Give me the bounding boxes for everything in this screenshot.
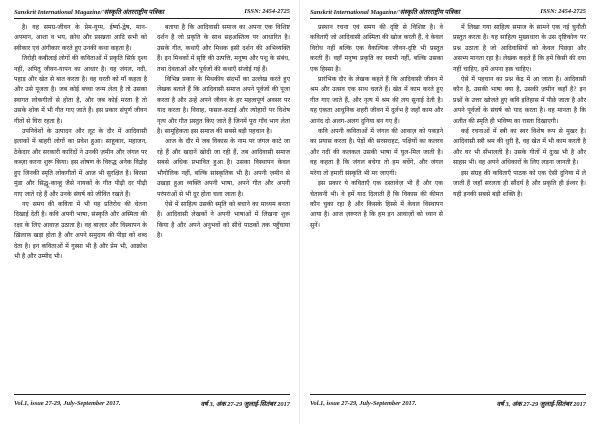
- paragraph: इस प्रकार ये कविताएँ एक दस्तावेज़ भी हैं और एक चेतावनी भी। वे हमें याद दिलाती हैं कि विकास की कीमत कौन चुका रहा है और किसके हिस्से में केवल विस्थापन आया है। आज ज़रूरत है कि हम इन आवाज़ों को ध्यान से सुनें।: [310, 180, 443, 229]
- text-column-1: [14, 23, 147, 392]
- paragraph: विभिन्न प्रकार के मिथकीय संदर्भों का उल्लेख करते हुए लेखक बताते हैं कि आदिवासी समाज अपने पूर्वजों की पूजा करता है और उन्हें अपने जीवन के हर महत्वपूर्ण अवसर पर याद करता है। विवाह, फसल-कटाई और त्योहारों पर विशेष नृत्य और गीत प्रस्तुत किए जाते हैं जिनमें पूरा गाँव भाग लेता है। सामूहिकता इस समाज की सबसे बड़ी पहचान है।: [157, 76, 290, 136]
- hindi-volume-label: वर्ष 3, अंक 27-29 जुलाई-सितंबर 2017: [496, 400, 586, 408]
- journal-title: Sanskrit International Magazine/'संस्कृति अंतरराष्ट्रीय पत्रिका: [310, 8, 460, 16]
- paragraph: कवि अपनी कविताओं में जंगल की आवाज़ को पकड़ने का प्रयास करता है। पेड़ों की सरसराहट, पक्षियों का कलरव और नदी की कलकल उसकी भाषा में घुल-मिल जाती है। वह कहता है कि जंगल बचेगा तो हम बचेंगे, और जंगल मरेगा तो हमारी संस्कृति भी मर जाएगी।: [310, 128, 443, 177]
- text-column-2: [157, 23, 290, 392]
- paragraph: कई रचनाओं में स्त्री का स्वर विशेष रूप से मुखर है। आदिवासी स्त्री श्रम की धुरी है, वह खेत में भी काम करती है और घर भी सँभालती है। उसके गीतों में दुःख भी है और साहस भी। वह अपने अधिकारों के लिए लड़ना जानती है।: [453, 128, 586, 167]
- text-column-2: [453, 23, 586, 392]
- issn-label: ISSN: 2454-2725: [244, 7, 290, 15]
- footer-rule: [310, 394, 586, 395]
- volume-label: Vol.1, issue 27-29, July-September 2017.: [310, 399, 417, 407]
- paragraph: आज के दौर में जब विकास के नाम पर जंगल काटे जा रहे हैं और खदानें खोदी जा रही हैं, तब आदिवासी समाज सबसे अधिक प्रभावित हुआ है। उसका विस्थापन केवल भौगोलिक नहीं, बल्कि सांस्कृतिक भी है। अपनी ज़मीन से उखड़ा हुआ व्यक्ति अपनी भाषा, अपने गीत और अपनी परंपराओं से भी दूर होता चला जाता है।: [157, 138, 290, 198]
- page-footer: [310, 398, 586, 408]
- paragraph: ऐसे में पहचान का प्रश्न केंद्र में आ जाता है। आदिवासी कौन है, उसकी भाषा क्या है, उसकी ज़मीन कहाँ है? इन प्रश्नों के उत्तर खोजते हुए कवि इतिहास में पीछे जाता है और अपने पूर्वजों के संघर्ष को याद करता है। वह मानता है कि अतीत की स्मृति ही भविष्य का रास्ता दिखाएगी।: [453, 76, 586, 125]
- issn-label: ISSN: 2454-2725: [540, 7, 586, 15]
- paragraph: इस संग्रह की कविताएँ पाठक को एक ऐसी दुनिया में ले जाती हैं जहाँ सरलता ही सौंदर्य है और प्रकृति ही ईश्वर है। यही इनकी सबसे बड़ी शक्ति है।: [453, 169, 586, 198]
- text-column-1: [310, 23, 443, 392]
- paragraph: में लिखा गया साहित्य समाज के सामने एक नई चुनौती प्रस्तुत करता है। यह साहित्य मुख्यधारा के उस दृष्टिकोण पर प्रश्न उठाता है जो आदिवासियों को केवल पिछड़ा और असभ्य मानता रहा है। लेखक कहते हैं कि हमें किसी की दया नहीं चाहिए, हमें अपना हक़ चाहिए।: [453, 24, 586, 73]
- paragraph: नए समय की कविता में भी यह प्रतिरोध की चेतना दिखाई देती है। कवि अपनी भाषा, संस्कृति और अस्मिता की रक्षा के लिए आवाज़ उठाता है। वह बाज़ार और विस्थापन के ख़िलाफ़ खड़ा होता है और अपने समुदाय की पीड़ा को शब्द देता है। इन कविताओं में गुस्सा भी है और प्रेम भी, आक्रोश भी है और उम्मीद भी।: [14, 200, 147, 260]
- paragraph: उपनिवेशों के उत्पादन और लूट के दौर में आदिवासी इलाकों में बाहरी लोगों का प्रवेश हुआ। साहूकार, महाजन, ठेकेदार और सरकारी कारिंदों ने उनकी ज़मीन और जंगल पर कब्ज़ा करना शुरू किया। इस शोषण के विरुद्ध अनेक विद्रोह हुए जिनकी स्मृति लोकगीतों में आज भी सुरक्षित है। बिरसा मुंडा और सिद्धू-कान्हू जैसे नायकों के गीत पीढ़ी दर पीढ़ी गाए जाते रहे हैं और उनके संघर्ष को जीवित रखते हैं।: [14, 128, 147, 198]
- paragraph: बताया है कि आदिवासी समाज का अपना एक विशिष्ट दर्शन है जो प्रकृति के साथ सहअस्तित्व पर आधारित है। उसके गीत, कथाएँ और मिथक इसी दर्शन की अभिव्यक्ति हैं। इन मिथकों में सृष्टि की उत्पत्ति, मनुष्य और पशु के संबंध, तथा देवताओं और पूर्वजों की कथाएँ संजोई गई हैं।: [157, 24, 290, 73]
- paragraph: है। वह समग्र-जीवन के प्रेम-युग्म, ईर्ष्या-द्वेष, मान-अपमान, आशा व भय, क्रोध और प्रसन्नता आदि सभी को स्वीकार एवं अंगीकार करते हुए उनकी कथा कहता है।: [14, 24, 147, 52]
- text-columns: [14, 23, 290, 392]
- right-page: [300, 0, 600, 424]
- volume-label: Vol.1, issue 27-29, July-September 2017.: [14, 399, 121, 407]
- page-header: [14, 5, 290, 17]
- paragraph: प्रारंभिक दौर के लेखक कहते हैं कि आदिवासी जीवन में श्रम और उत्सव एक साथ चलते हैं। खेत में काम करते हुए गीत गाए जाते हैं, और नृत्य में श्रम की लय सुनाई देती है। यह एकता आधुनिक शहरी जीवन में दुर्लभ है जहाँ काम और आनंद दो अलग-अलग दुनिया बन गए हैं।: [310, 76, 443, 125]
- page-footer: [14, 398, 290, 408]
- header-rule: [14, 18, 290, 19]
- footer-rule: [14, 394, 290, 395]
- hindi-volume-label: वर्ष 3, अंक 27-29 जुलाई-सितंबर 2017: [200, 400, 290, 408]
- header-rule: [310, 18, 586, 19]
- paragraph: ऐसे में साहित्य उसकी स्मृति को बचाने का माध्यम बनता है। आदिवासी लेखकों ने अपनी भाषाओं में लिखना शुरू किया है और अपने अनुभवों को सीधे पाठकों तक पहुँचाया है।: [157, 200, 290, 240]
- text-columns: [310, 23, 586, 392]
- page-header: [310, 5, 586, 17]
- paragraph: प्रस्थान रचना एवं समय की दृष्टि से विशिष्ट है। वे कविताएँ जो आदिवासी अस्मिता की खोज करती हैं, वे केवल विरोध नहीं बल्कि एक वैकल्पिक जीवन-दृष्टि भी प्रस्तुत करती हैं। वहाँ मनुष्य प्रकृति का स्वामी नहीं, बल्कि उसका एक हिस्सा है।: [310, 24, 443, 73]
- paragraph: तिरोही कबीलाई लोगों की कविताओं में प्रकृति सिर्फ़ दृश्य नहीं, अपितु जीवन-यापन का आधार है। वह जंगल, नदी, पहाड़ और खेत से बात करता है। वह धरती को माँ कहता है और उसे पूजता है। जब कोई बच्चा जन्म लेता है तो उसका स्वागत लोकगीतों से होता है, और जब कोई मरता है तो उसके शोक में भी गीत गाए जाते हैं। इस प्रकार संपूर्ण जीवन गीतों से घिरा रहता है।: [14, 55, 147, 125]
- journal-title: Sanskrit International Magazine/'संस्कृति अंतरराष्ट्रीय पत्रिका: [14, 8, 164, 16]
